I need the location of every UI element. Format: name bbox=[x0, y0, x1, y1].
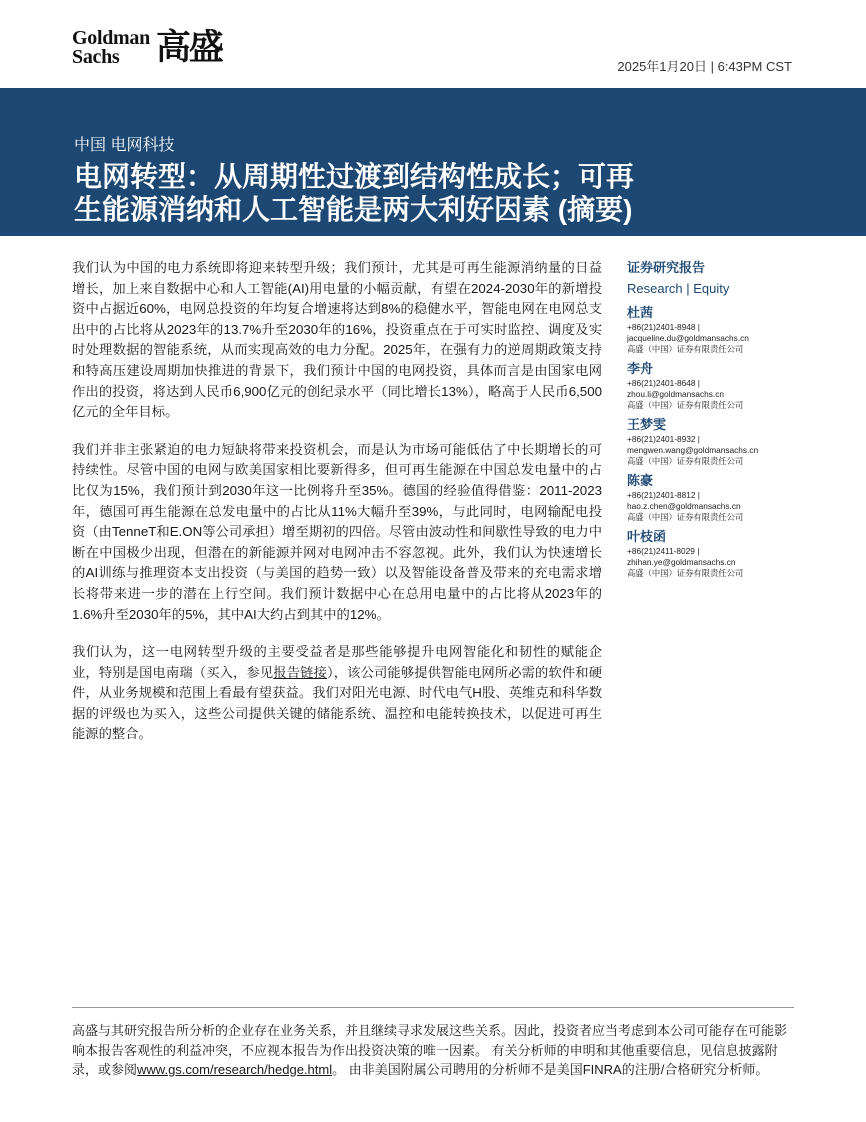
analyst-company: 高盛（中国）证券有限责任公司 bbox=[627, 568, 744, 578]
analyst-email[interactable]: hao.z.chen@goldmansachs.cn bbox=[627, 501, 741, 511]
disclosure-link[interactable]: www.gs.com/research/hedge.html bbox=[137, 1062, 333, 1077]
analyst-email[interactable]: zhihan.ye@goldmansachs.cn bbox=[627, 557, 736, 567]
paragraph-1: 我们认为中国的电力系统即将迎来转型升级；我们预计，尤其是可再生能源消纳量的日益增长，加上来自数据中心和人工智能(AI)用电量的小幅贡献，有望在2024-2030年的新增投资中占据近60%，电网总投资的年均复合增速将达到8%的稳健水平，智能电网在电网总支出中的占比将从2023年的13.7%升至2030年的16%，投资重点在于可实时监控、调度及实时处理数据的智能系统，从而实现高效的电力分配。2025年，在强有力的逆周期政策支持和特高压建设周期加快推进的背景下，我们预计中国的电网投资，具体而言是由国家电网作出的投资，将达到人民币6,900亿元的创纪录水平（同比增长13%），略高于人民币6,500亿元的全年目标。 bbox=[72, 260, 602, 420]
analyst-email[interactable]: zhou.li@goldmansachs.cn bbox=[627, 389, 724, 399]
report-category: 中国 电网科技 bbox=[74, 137, 175, 154]
analyst-company: 高盛（中国）证券有限责任公司 bbox=[627, 456, 744, 466]
analyst-email[interactable]: mengwen.wang@goldmansachs.cn bbox=[627, 445, 759, 455]
analyst-company: 高盛（中国）证券有限责任公司 bbox=[627, 400, 744, 410]
analyst-phone: +86(21)2411-8029 | bbox=[627, 546, 700, 556]
logo-line-1: Goldman bbox=[72, 27, 150, 49]
paragraph-2: 我们并非主张紧迫的电力短缺将带来投资机会，而是认为市场可能低估了中长期增长的可持续性。尽管中国的电网与欧美国家相比要新得多，但可再生能源在中国总发电量中的占比仅为15%，我们预计到2030年这一比例将升至35%。德国的经验值得借鉴：2011-2023年，德国可再生能源在总发电量中的占比从11%大幅升至39%，与此同时，电网输配电投资（由TenneT和E.ON等公司承担）增至期初的四倍。尽管由波动性和间歇性导致的电力中断在中国极少出现，但潜在的新能源并网对电网冲击不容忽视。此外，我们认为快速增长的AI训练与推理资本支出投资（与美国的趋势一致）以及智能设备普及带来的充电需求增长将带来进一步的潜在上行空间。我们预计数据中心在总用电量中的占比将从2023年的1.6%升至2030年的5%，其中AI大约占到其中的12%。 bbox=[72, 441, 602, 622]
footer-divider bbox=[72, 1007, 794, 1008]
sidebar-heading: 证券研究报告 bbox=[627, 260, 706, 275]
analyst-sidebar bbox=[627, 259, 807, 584]
analyst-email[interactable]: jacqueline.du@goldmansachs.cn bbox=[627, 333, 749, 343]
paragraph-3-part-a: 我们认为，这一电网转型升级的主要受益者是那些能够提升电网智能化和韧性的赋能企业，特别是国电南瑞（买入，参见 bbox=[72, 644, 602, 680]
analyst-name: 杜茜 bbox=[627, 305, 654, 320]
main-body bbox=[72, 258, 602, 762]
report-link[interactable]: 报告链接 bbox=[273, 664, 327, 680]
analyst-card bbox=[627, 416, 807, 467]
title-line-2: 生能源消纳和人工智能是两大利好因素 (摘要) bbox=[74, 194, 633, 225]
footer-text-a: 高盛与其研究报告所分析的企业存在业务关系，并且继续寻求发展这些关系。因此，投资者应当考虑到本公司可能存在可能影响本报告客观性的利益冲突，不应视本报告为作出投资决策的唯一因素。 有关分析师的申明和其他重要信息，见信息披露附录，或参阅 bbox=[72, 1023, 788, 1077]
analyst-card bbox=[627, 360, 807, 411]
analyst-name: 叶枝函 bbox=[627, 529, 667, 544]
analyst-phone: +86(21)2401-8812 | bbox=[627, 490, 700, 500]
goldman-sachs-logo bbox=[72, 28, 222, 68]
analyst-card bbox=[627, 304, 807, 355]
analyst-card bbox=[627, 528, 807, 579]
analyst-card bbox=[627, 472, 807, 523]
analyst-company: 高盛（中国）证券有限责任公司 bbox=[627, 512, 744, 522]
sidebar-subheading: Research | Equity bbox=[627, 281, 730, 296]
analyst-name: 陈豪 bbox=[627, 473, 654, 488]
logo-english bbox=[72, 29, 150, 67]
analyst-name: 李舟 bbox=[627, 361, 654, 376]
paragraph-3-part-b: ），该公司能够提供智能电网所必需的软件和硬件，从业务规模和范围上看最有望获益。我们对阳光电源、时代电气H股、英维克和科华数据的评级也为买入，这些公司提供关键的储能系统、温控和电能转换技术，以促进可再生能源的整合。 bbox=[72, 664, 603, 742]
analyst-phone: +86(21)2401-8932 | bbox=[627, 434, 700, 444]
disclosure-footer bbox=[72, 1021, 797, 1080]
analyst-company: 高盛（中国）证券有限责任公司 bbox=[627, 344, 744, 354]
analyst-name: 王梦雯 bbox=[627, 417, 667, 432]
report-date: 2025年1月20日 | 6:43PM CST bbox=[617, 59, 792, 74]
paragraph-3 bbox=[72, 642, 602, 745]
logo-line-2: Sachs bbox=[72, 46, 120, 68]
footer-text-b: 。 由非美国附属公司聘用的分析师不是美国FINRA的注册/合格研究分析师。 bbox=[332, 1062, 769, 1077]
title-line-1: 电网转型：从周期性过渡到结构性成长；可再 bbox=[74, 161, 635, 192]
analyst-phone: +86(21)2401-8948 | bbox=[627, 322, 700, 332]
logo-chinese: 高盛 bbox=[155, 27, 222, 68]
report-title bbox=[74, 160, 774, 226]
analyst-phone: +86(21)2401-8648 | bbox=[627, 378, 700, 388]
